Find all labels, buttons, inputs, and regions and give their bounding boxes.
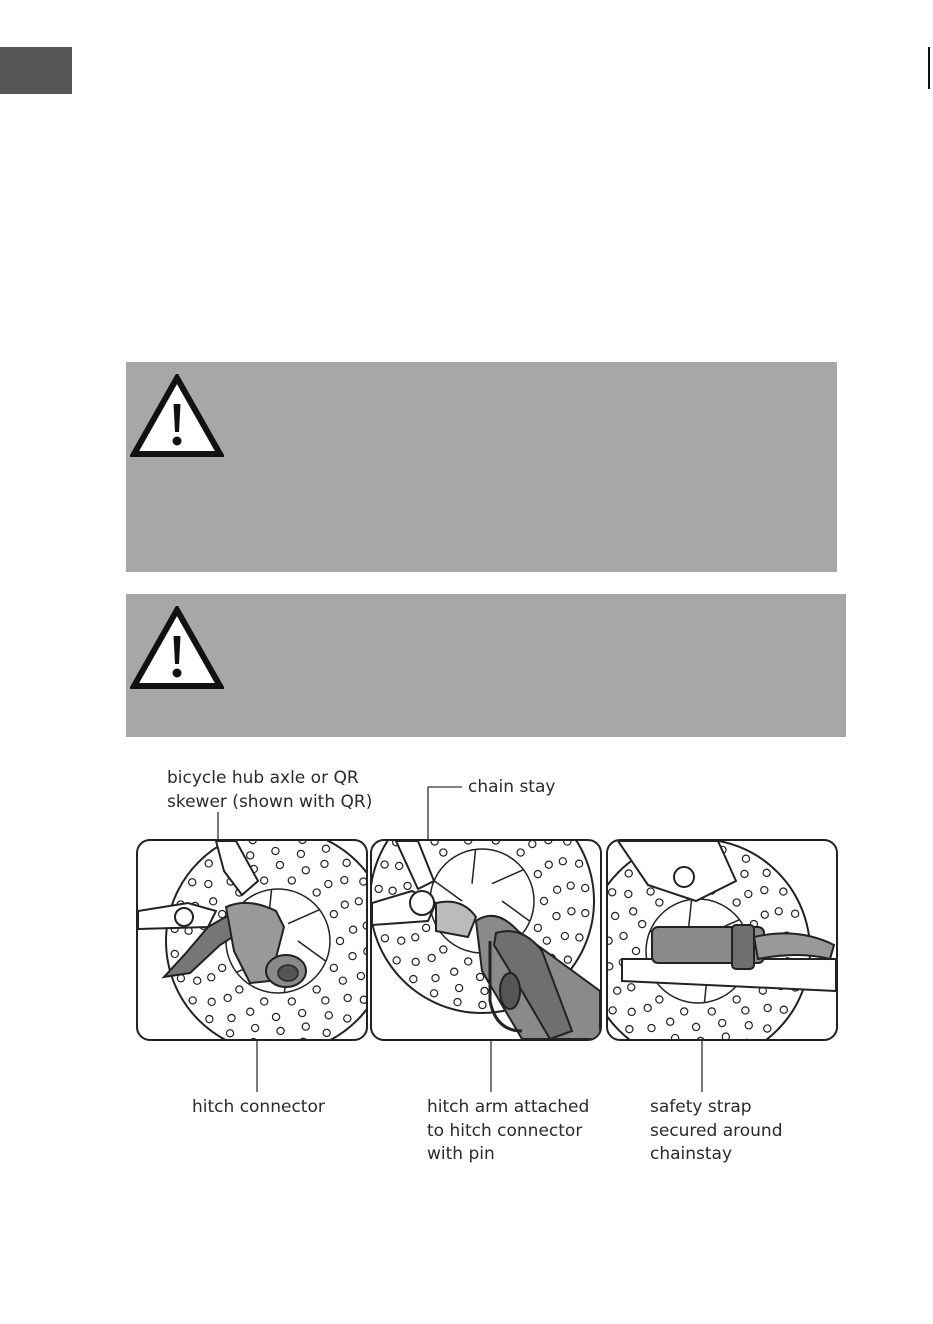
illustration-hitch-arm — [370, 839, 602, 1041]
label-hitch-connector: hitch connector — [192, 1097, 325, 1117]
label-safety-strap: safety strap secured around chainstay — [650, 1097, 783, 1164]
illustration-safety-strap — [606, 839, 838, 1041]
label-hitch-arm: hitch arm attached to hitch connector with pin — [427, 1097, 590, 1164]
label-hub-axle: bicycle hub axle or QR skewer (shown with QR) — [167, 768, 373, 812]
label-chain-stay: chain stay — [468, 777, 556, 797]
illustration-hitch-connector — [136, 839, 368, 1041]
